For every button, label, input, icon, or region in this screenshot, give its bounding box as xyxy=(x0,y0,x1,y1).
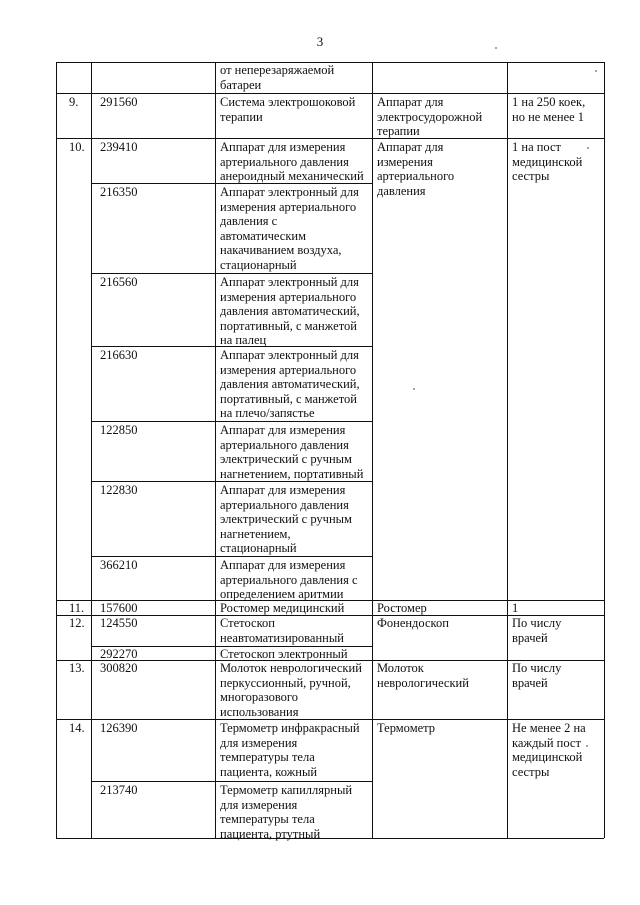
code-text: 216630 xyxy=(100,348,138,362)
equipment-name xyxy=(220,616,344,645)
nomenclature-code xyxy=(100,601,138,616)
table-rule xyxy=(91,273,372,274)
row-number xyxy=(69,616,85,631)
equipment-name-line: нагнетением, портативный xyxy=(220,466,364,481)
code-text: 126390 xyxy=(100,721,138,735)
code-text: 124550 xyxy=(100,616,138,630)
equipment-name-line: батареи xyxy=(220,77,262,92)
equipment-name-line: Аппарат для измерения xyxy=(220,483,346,497)
device-type-line: Аппарат для xyxy=(377,95,444,109)
equipment-name-line: давления автоматический, xyxy=(220,377,360,392)
equipment-name-line: Стетоскоп электронный xyxy=(220,647,348,661)
equipment-name xyxy=(220,647,348,662)
code-text: 216350 xyxy=(100,185,138,199)
equipment-name-line: для измерения xyxy=(220,735,298,750)
equipment-name-line: измерения артериального xyxy=(220,362,357,377)
table-rule xyxy=(507,93,604,94)
nomenclature-code xyxy=(100,275,138,290)
required-quantity xyxy=(512,95,585,124)
nomenclature-code xyxy=(100,483,138,498)
required-quantity-line: сестры xyxy=(512,764,550,779)
device-type-line: Фонендоскоп xyxy=(377,616,449,630)
required-quantity-line: медицинской xyxy=(512,154,583,169)
table-rule xyxy=(507,138,604,139)
equipment-name-line: температуры тела xyxy=(220,750,315,765)
equipment-name-line: неавтоматизированный xyxy=(220,630,344,645)
required-quantity-line: врачей xyxy=(512,630,548,645)
equipment-name-line: Аппарат для измерения xyxy=(220,140,346,154)
required-quantity-line: сестры xyxy=(512,169,550,184)
code-text: 122830 xyxy=(100,483,138,497)
required-quantity-line: медицинской xyxy=(512,750,583,765)
equipment-name xyxy=(220,661,362,719)
equipment-name-line: Стетоскоп xyxy=(220,616,275,630)
required-quantity xyxy=(512,661,561,690)
required-quantity-line: 1 на 250 коек, xyxy=(512,95,586,109)
device-type-line: давления xyxy=(377,183,426,198)
equipment-name-line: многоразового xyxy=(220,690,298,705)
equipment-name-line: стационарный xyxy=(220,541,297,556)
equipment-name-line: давления автоматический, xyxy=(220,304,360,319)
row-number-text: 10. xyxy=(69,140,85,154)
table-rule xyxy=(91,421,372,422)
nomenclature-code xyxy=(100,783,138,798)
code-text: 292270 xyxy=(100,647,138,661)
equipment-name-line: стационарный xyxy=(220,257,297,272)
scan-speck xyxy=(587,147,589,149)
table-rule xyxy=(507,719,604,720)
table-rule xyxy=(91,62,92,838)
equipment-name xyxy=(220,783,352,841)
equipment-name xyxy=(220,483,352,556)
required-quantity-line: По числу xyxy=(512,616,562,630)
equipment-name-line: Аппарат электронный для xyxy=(220,275,359,289)
code-text: 216560 xyxy=(100,275,138,289)
equipment-name-line: пациента, ртутный xyxy=(220,826,321,841)
equipment-name-line: накачиванием воздуха, xyxy=(220,243,342,258)
table-rule xyxy=(91,93,372,94)
table-rule xyxy=(56,62,57,838)
required-quantity xyxy=(512,721,586,779)
code-text: 157600 xyxy=(100,601,138,615)
table-rule xyxy=(372,93,507,94)
table-rule xyxy=(507,62,508,838)
device-type-line: терапии xyxy=(377,124,420,139)
code-text: 239410 xyxy=(100,140,138,154)
equipment-name-line: нагнетением, xyxy=(220,526,291,541)
equipment-name xyxy=(220,558,358,602)
nomenclature-code xyxy=(100,558,138,573)
device-type-line: электросудорожной xyxy=(377,109,483,124)
equipment-name-line: электрический с ручным xyxy=(220,512,352,527)
nomenclature-code xyxy=(100,185,138,200)
table-rule xyxy=(56,719,91,720)
equipment-name-line: Аппарат электронный для xyxy=(220,185,359,199)
row-number-text: 12. xyxy=(69,616,85,630)
row-number xyxy=(69,661,85,676)
equipment-name-line: измерения артериального xyxy=(220,199,357,214)
equipment-name-line: перкуссионный, ручной, xyxy=(220,675,351,690)
equipment-name-line: портативный, с манжетой xyxy=(220,391,357,406)
row-number xyxy=(69,95,78,110)
table-rule xyxy=(56,93,91,94)
device-type-line: Термометр xyxy=(377,721,436,735)
equipment-name-line: портативный, с манжетой xyxy=(220,318,357,333)
equipment-name-line: автоматическим xyxy=(220,228,307,243)
equipment-name xyxy=(220,63,334,92)
equipment-name xyxy=(220,601,344,616)
required-quantity xyxy=(512,601,518,616)
equipment-name-line: терапии xyxy=(220,109,263,124)
required-quantity xyxy=(512,616,561,645)
device-type-line: измерения xyxy=(377,154,433,169)
required-quantity-line: врачей xyxy=(512,675,548,690)
row-number-text: 13. xyxy=(69,661,85,675)
equipment-name-line: Термометр инфракрасный xyxy=(220,721,360,735)
equipment-name-line: измерения артериального xyxy=(220,289,357,304)
code-text: 291560 xyxy=(100,95,138,109)
equipment-name xyxy=(220,95,355,124)
device-type-line: артериального xyxy=(377,169,455,184)
equipment-name xyxy=(220,721,360,779)
table-rule xyxy=(507,600,604,601)
equipment-name-line: артериального давления xyxy=(220,437,349,452)
device-type-line: неврологический xyxy=(377,675,469,690)
table-rule xyxy=(91,781,372,782)
code-text: 366210 xyxy=(100,558,138,572)
row-number xyxy=(69,140,85,155)
table-rule xyxy=(91,556,372,557)
device-type xyxy=(377,95,482,139)
code-text: 300820 xyxy=(100,661,138,675)
table-rule xyxy=(56,138,91,139)
equipment-name-line: Аппарат электронный для xyxy=(220,348,359,362)
device-type xyxy=(377,661,469,690)
table-rule xyxy=(604,62,605,838)
required-quantity-line: 1 xyxy=(512,601,519,615)
row-number-text: 14. xyxy=(69,721,85,735)
table-rule xyxy=(215,62,216,838)
nomenclature-code xyxy=(100,661,138,676)
equipment-name-line: на плечо/запястье xyxy=(220,406,315,421)
device-type xyxy=(377,721,435,736)
nomenclature-code xyxy=(100,721,138,736)
equipment-name-line: определением аритмии xyxy=(220,587,344,602)
equipment-name-line: на палец xyxy=(220,333,267,348)
equipment-name-line: от неперезаряжаемой xyxy=(220,63,335,77)
equipment-name-line: давления с xyxy=(220,214,278,229)
device-type-line: Ростомер xyxy=(377,601,427,615)
equipment-name-line: анероидный механический xyxy=(220,169,364,184)
equipment-name-line: Молоток неврологический xyxy=(220,661,362,675)
equipment-name-line: артериального давления с xyxy=(220,572,358,587)
nomenclature-code xyxy=(100,348,138,363)
scan-speck xyxy=(495,47,497,49)
equipment-name-line: использования xyxy=(220,704,299,719)
equipment-name xyxy=(220,140,364,184)
row-number-text: 9. xyxy=(69,95,79,109)
table-rule xyxy=(372,719,507,720)
table-rule xyxy=(372,62,373,838)
device-type-line: Молоток xyxy=(377,661,424,675)
equipment-name xyxy=(220,275,360,348)
equipment-name-line: Термометр капиллярный xyxy=(220,783,353,797)
scan-speck xyxy=(595,70,597,72)
device-type xyxy=(377,616,449,631)
code-text: 213740 xyxy=(100,783,138,797)
device-type xyxy=(377,140,454,198)
equipment-name-line: артериального давления xyxy=(220,497,349,512)
required-quantity-line: По числу xyxy=(512,661,562,675)
scan-speck xyxy=(586,745,588,747)
equipment-name-line: Аппарат для измерения xyxy=(220,423,346,437)
equipment-name xyxy=(220,185,359,273)
equipment-name-line: пациента, кожный xyxy=(220,764,318,779)
equipment-name-line: Система электрошоковой xyxy=(220,95,356,109)
equipment-name-line: температуры тела xyxy=(220,812,315,827)
nomenclature-code xyxy=(100,140,138,155)
scan-speck xyxy=(413,388,415,390)
row-number-text: 11. xyxy=(69,601,85,615)
code-text: 122850 xyxy=(100,423,138,437)
device-type xyxy=(377,601,427,616)
equipment-name-line: электрический с ручным xyxy=(220,452,352,467)
nomenclature-code xyxy=(100,647,138,662)
nomenclature-code xyxy=(100,95,138,110)
page-number: 3 xyxy=(316,34,324,49)
equipment-name-line: артериального давления xyxy=(220,154,349,169)
table-rule xyxy=(91,138,372,139)
equipment-name xyxy=(220,423,363,481)
equipment-name-line: Ростомер медицинский xyxy=(220,601,345,615)
row-number xyxy=(69,721,85,736)
required-quantity-line: 1 на пост xyxy=(512,140,561,154)
row-number xyxy=(69,601,84,616)
nomenclature-code xyxy=(100,616,138,631)
nomenclature-code xyxy=(100,423,138,438)
equipment-name-line: для измерения xyxy=(220,797,298,812)
required-quantity-line: но не менее 1 xyxy=(512,109,585,124)
required-quantity xyxy=(512,140,582,184)
required-quantity-line: Не менее 2 на xyxy=(512,721,586,735)
required-quantity-line: каждый пост xyxy=(512,735,581,750)
equipment-name-line: Аппарат для измерения xyxy=(220,558,346,572)
equipment-name xyxy=(220,348,360,421)
device-type-line: Аппарат для xyxy=(377,140,444,154)
